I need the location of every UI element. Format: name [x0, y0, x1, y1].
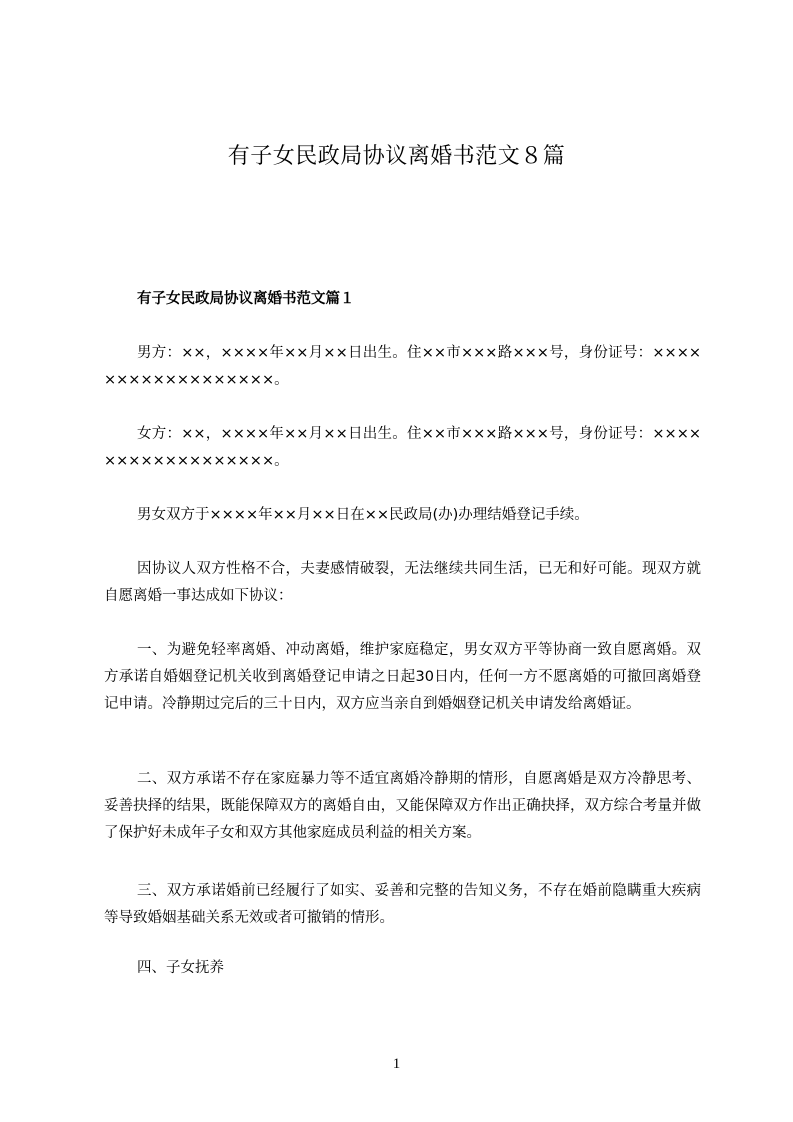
- section-heading: 有子女民政局协议离婚书范文篇１: [137, 291, 355, 307]
- paragraph-female-party: 女方：××，××××年××月××日出生。住××市×××路×××号，身份证号：××××××××××××××××××。: [104, 426, 701, 469]
- paragraph-clause-three: 三、双方承诺婚前已经履行了如实、妥善和完整的告知义务，不存在婚前隐瞒重大疾病等导致婚姻基础关系无效或者可撤销的情形。: [104, 883, 701, 926]
- paragraph-male-party: 男方：××，××××年××月××日出生。住××市×××路×××号，身份证号：××××××××××××××××××。: [104, 345, 701, 388]
- document-title: 有子女民政局协议离婚书范文８篇: [227, 144, 566, 169]
- paragraph-clause-four-heading: 四、子女抚养: [137, 960, 224, 976]
- paragraph-clause-two: 二、双方承诺不存在家庭暴力等不适宜离婚冷静期的情形，自愿离婚是双方冷静思考、妥善抉择的结果，既能保障双方的离婚自由，又能保障双方作出正确抉择，双方综合考量并做了保护好未成年子女和双方其他家庭成员利益的相关方案。: [104, 771, 701, 841]
- paragraph-divorce-reason: 因协议人双方性格不合，夫妻感情破裂，无法继续共同生活，已无和好可能。现双方就自愿离婚一事达成如下协议：: [104, 561, 701, 604]
- paragraph-marriage-registration: 男女双方于××××年××月××日在××民政局(办)办理结婚登记手续。: [137, 507, 589, 523]
- paragraph-clause-one: 一、为避免轻率离婚、冲动离婚，维护家庭稳定，男女双方平等协商一致自愿离婚。双方承诺自婚姻登记机关收到离婚登记申请之日起30日内，任何一方不愿离婚的可撤回离婚登记申请。冷静期过完后的三十日内，双方应当亲自到婚姻登记机关申请发给离婚证。: [104, 642, 701, 712]
- page-number: 1: [392, 1056, 401, 1072]
